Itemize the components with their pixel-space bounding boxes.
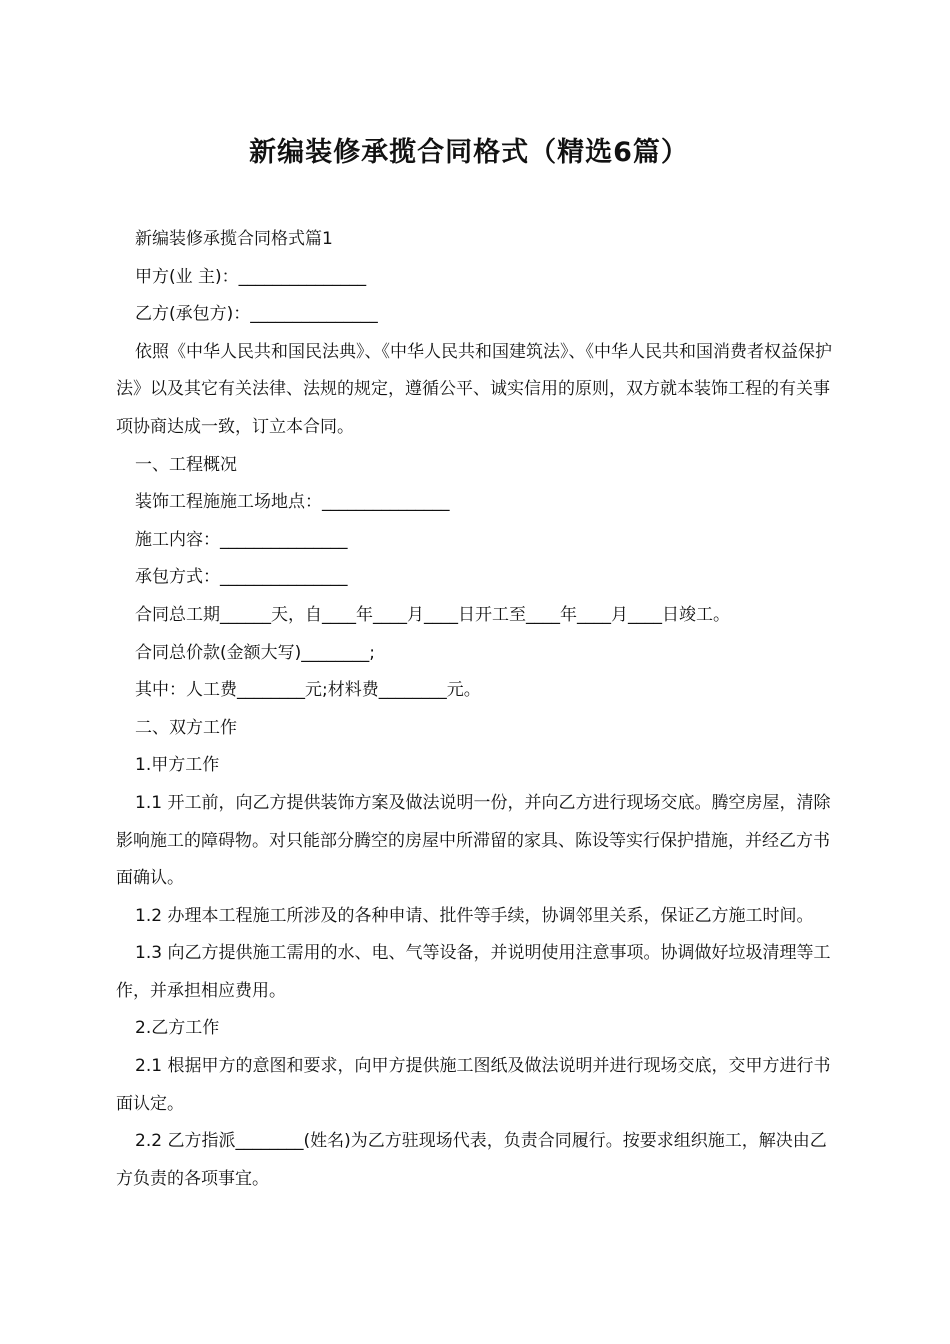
cost-breakdown-line: 其中：人工费________元;材料费________元。: [135, 680, 481, 701]
clause-2-1: 2.1 根据甲方的意图和要求，向甲方提供施工图纸及做法说明并进行现场交底，交甲方进行书面认定。: [116, 1056, 831, 1114]
clause-1-2: 1.2 办理本工程施工所涉及的各种申请、批件等手续，协调邻里关系，保证乙方施工时间。: [135, 905, 814, 926]
section-heading-duties: 二、双方工作: [135, 717, 237, 738]
party-a-line: 甲方(业 主)：_______________: [135, 266, 367, 287]
site-location-line: 装饰工程施施工场地点：_______________: [135, 492, 450, 513]
section-heading-overview: 一、工程概况: [135, 454, 237, 475]
party-b-line: 乙方(承包方)：_______________: [135, 304, 378, 325]
clause-1-1: 1.1 开工前，向乙方提供装饰方案及做法说明一份，并向乙方进行现场交底。腾空房屋，清除影响施工的障碍物。对只能部分腾空的房屋中所滞留的家具、陈设等实行保护措施，并经乙方书面确认。: [116, 792, 831, 889]
clause-2-2: 2.2 乙方指派________(姓名)为乙方驻现场代表，负责合同履行。按要求组织施工，解决由乙方负责的各项事宜。: [116, 1131, 827, 1189]
contract-period-line: 合同总工期______天，自____年____月____日开工至____年____月____日竣工。: [135, 604, 730, 625]
clause-1-3: 1.3 向乙方提供施工需用的水、电、气等设备，并说明使用注意事项。协调做好垃圾清理等工作，并承担相应费用。: [116, 943, 831, 1001]
preamble-paragraph: 依照《中华人民共和国民法典》、《中华人民共和国建筑法》、《中华人民共和国消费者权益保护法》以及其它有关法律、法规的规定，遵循公平、诚实信用的原则，双方就本装饰工程的有关事项协商达成一致，订立本合同。: [116, 341, 832, 437]
contract-price-line: 合同总价款(金额大写)________;: [135, 642, 375, 663]
subsection-heading-party-a: 1.甲方工作: [135, 755, 220, 776]
subsection-heading-party-b: 2.乙方工作: [135, 1018, 220, 1039]
contract-method-line: 承包方式：_______________: [135, 567, 348, 588]
document-body: [116, 221, 842, 1198]
document-title: 新编装修承揽合同格式（精选6篇）: [249, 137, 689, 168]
work-content-line: 施工内容：_______________: [135, 529, 348, 550]
section-heading-contract-1: 新编装修承揽合同格式篇1: [135, 229, 333, 249]
